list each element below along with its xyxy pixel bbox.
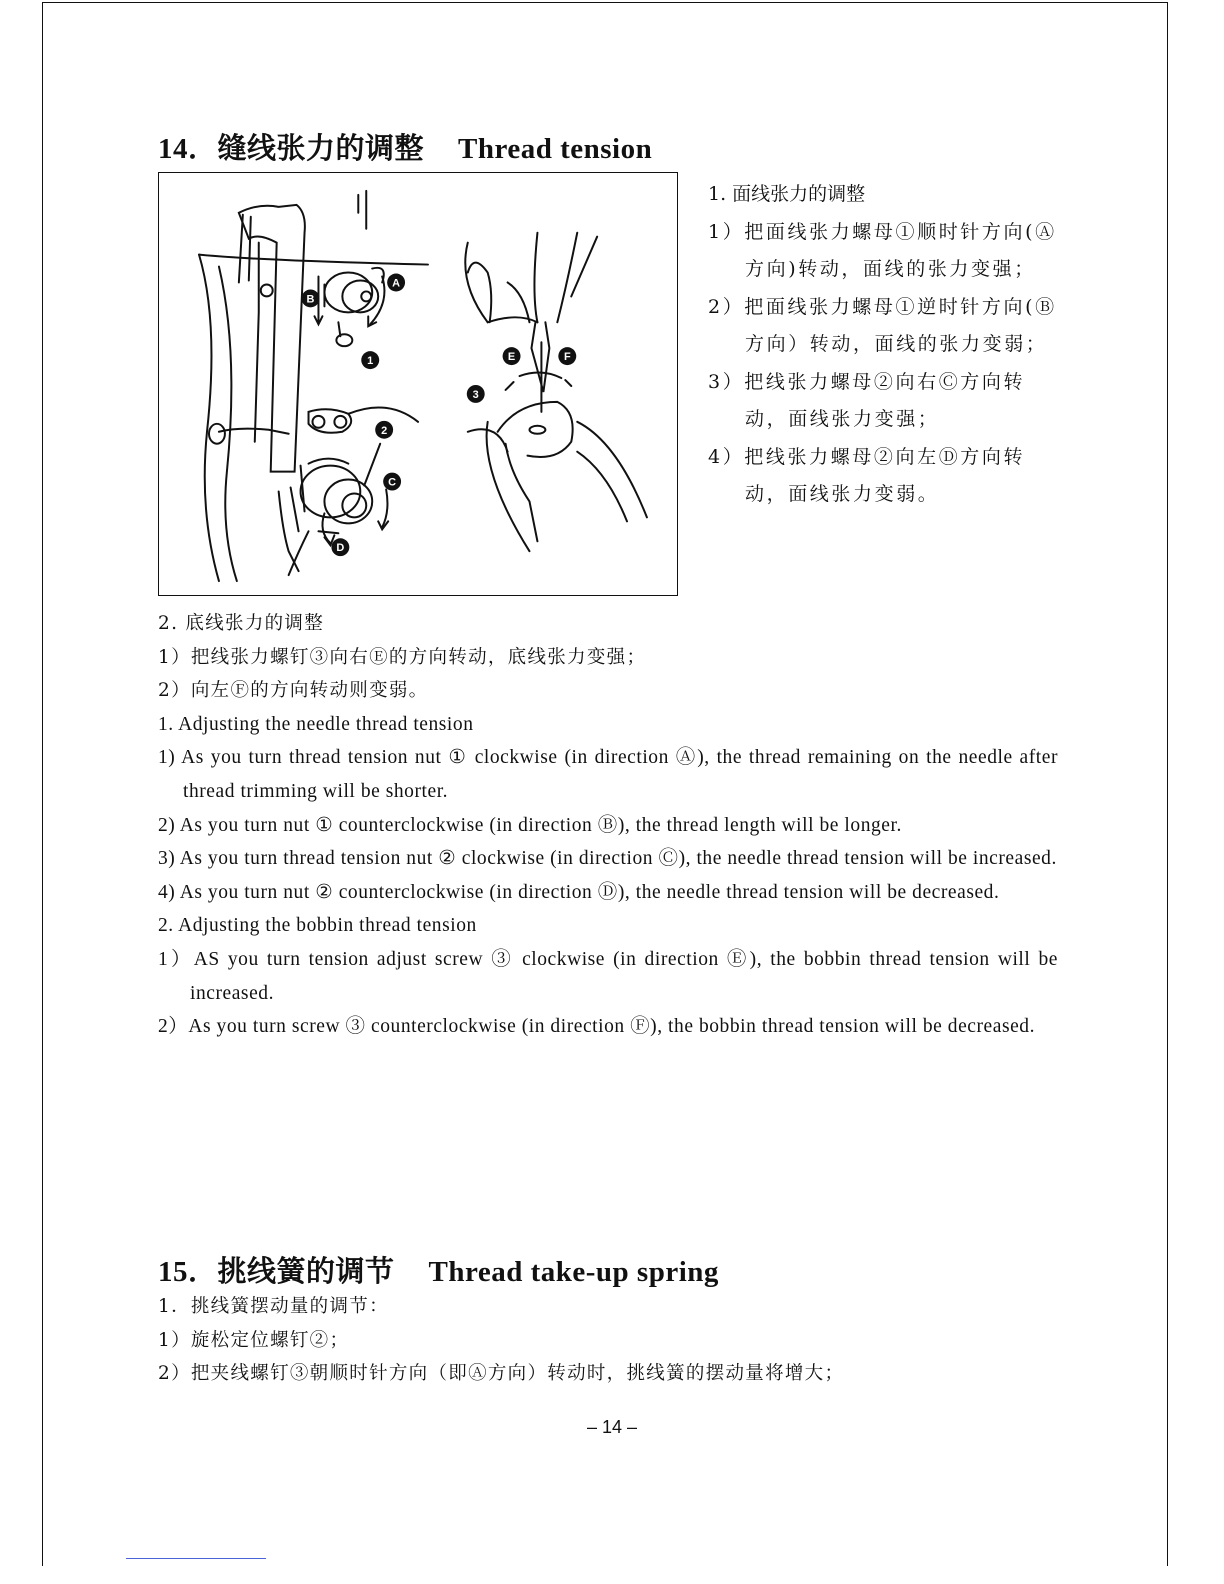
section-14-title-zh: 14．缝线张力的调整 — [158, 133, 425, 165]
label-A: A — [392, 277, 401, 290]
section-14-title-en: Thread tension — [458, 133, 653, 165]
page-bottom-line — [126, 1558, 266, 1559]
zh-upper-line: 4）把线张力螺母②向左Ⓓ方向转动，面线张力变弱。 — [708, 445, 1026, 505]
thread-tension-figure — [158, 172, 678, 596]
label-1: 1 — [367, 355, 374, 368]
zh-lower-line: 2）向左Ⓕ的方向转动则变弱。 — [158, 680, 429, 702]
en-line: 4) As you turn nut ② counterclockwise (in direction Ⓓ), the needle thread tension will be decreased. — [158, 881, 1000, 903]
label-2: 2 — [381, 424, 388, 437]
zh-upper-line: 1. 面线张力的调整 — [708, 183, 866, 205]
label-3: 3 — [472, 388, 479, 401]
section-15-heading — [158, 1249, 719, 1290]
zh-s15-line: 1．挑线簧摆动量的调节： — [158, 1296, 389, 1317]
label-B: B — [306, 293, 315, 306]
en-line: 2）As you turn screw ③ counterclockwise (in direction Ⓕ), the bobbin thread tension will be decreased. — [158, 1016, 1036, 1038]
zh-upper-line: 3）把线张力螺母②向右Ⓒ方向转动，面线张力变强； — [708, 370, 1026, 430]
en-line: 1. Adjusting the needle thread tension — [158, 713, 474, 735]
zh-lower-line: 2. 底线张力的调整 — [158, 613, 325, 634]
zh-upper-line: 1）把面线张力螺母①顺时针方向(Ⓐ方向)转动，面线的张力变强； — [708, 220, 1057, 280]
label-D: D — [336, 542, 345, 555]
section-14-heading — [158, 126, 652, 167]
section-14-body — [158, 607, 1058, 1044]
section-15-title-zh: 15．挑线簧的调节 — [158, 1256, 395, 1288]
en-line: 3) As you turn thread tension nut ② clockwise (in direction Ⓒ), the needle thread tension will be increased. — [158, 848, 1057, 870]
section-15-body — [158, 1290, 1058, 1391]
page-number: – 14 – — [586, 1417, 638, 1437]
zh-upper-line: 2）把面线张力螺母①逆时针方向(Ⓑ方向）转动，面线的张力变弱； — [708, 295, 1057, 355]
zh-lower-line: 1）把线张力螺钉③向右Ⓔ的方向转动，底线张力变强； — [158, 646, 647, 668]
label-F: F — [563, 351, 571, 364]
zh-s15-line: 2）把夹线螺钉③朝顺时针方向（即Ⓐ方向）转动时，挑线簧的摆动量将增大； — [158, 1363, 845, 1385]
zh-s15-line: 1）旋松定位螺钉②； — [158, 1329, 350, 1351]
en-line: 1）AS you turn tension adjust screw ③ clockwise (in direction Ⓔ), the bobbin thread tension will be increased. — [158, 948, 1058, 1004]
en-line: 1) As you turn thread tension nut ① clockwise (in direction Ⓐ), the thread remaining on the needle after thread trimming will be shorter. — [158, 747, 1058, 802]
upper-tension-zh-column — [708, 176, 1068, 514]
en-line: 2) As you turn nut ① counterclockwise (in direction Ⓑ), the thread length will be longer. — [158, 814, 902, 836]
section-15-title-en: Thread take-up spring — [428, 1256, 719, 1288]
en-line: 2. Adjusting the bobbin thread tension — [158, 915, 477, 937]
thread-tension-illustration — [159, 173, 677, 595]
label-C: C — [388, 476, 397, 489]
label-E: E — [507, 351, 516, 364]
